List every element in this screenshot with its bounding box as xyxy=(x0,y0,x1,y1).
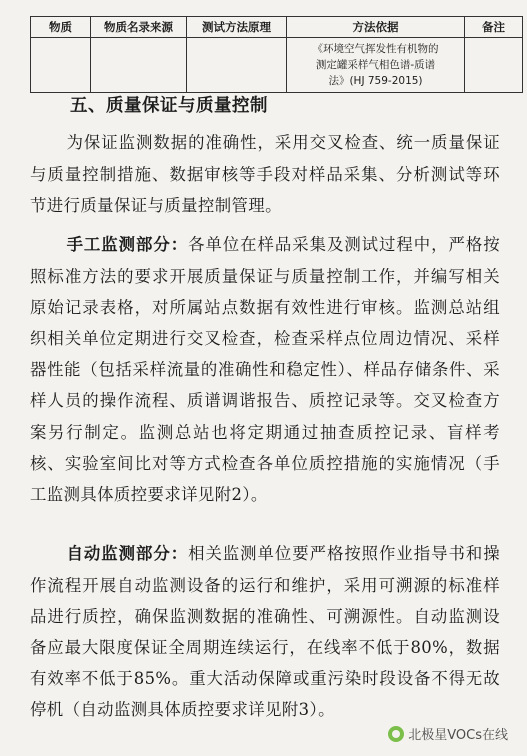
method-line: 《环境空气挥发性有机物的 xyxy=(312,43,439,55)
intro-text: 为保证监测数据的准确性，采用交叉检查、统一质量保证与质量控制措施、数据审核等手段对样品采集、分析测试等环节进行质量保证与质量控制管理。 xyxy=(30,133,500,215)
header-source: 物质名录来源 xyxy=(91,17,187,38)
header-method: 方法依据 xyxy=(287,17,465,38)
cell-note xyxy=(465,38,523,93)
header-principle: 测试方法原理 xyxy=(187,17,287,38)
cell-principle xyxy=(187,38,287,93)
cell-method xyxy=(287,38,465,93)
auto-paragraph xyxy=(30,538,500,725)
section-heading: 五、质量保证与质量控制 xyxy=(70,96,268,116)
intro-paragraph xyxy=(30,127,500,221)
table-row xyxy=(31,38,523,93)
auto-label: 自动监测部分： xyxy=(66,544,189,564)
cell-substance xyxy=(31,38,91,93)
header-substance: 物质 xyxy=(31,17,91,38)
manual-label: 手工监测部分： xyxy=(66,235,189,255)
method-line: 法》(HJ 759-2015) xyxy=(328,75,423,87)
wechat-logo-icon xyxy=(388,726,404,742)
manual-text: 各单位在样品采集及测试过程中，严格按照标准方法的要求开展质量保证与质量控制工作，并编写相关原始记录表格，对所属站点数据有效性进行审核。监测总站组织相关单位定期进行交叉检查，检查采样点位周边情况、采样器性能（包括采样流量的准确性和稳定性）、样品存储条件、采样人员的操作流程、质谱调谐报告、质控记录等。交叉检查方案另行制定。监测总站也将定期通过抽查质控记录、盲样考核、实验室间比对等方式检查各单位质控措施的实施情况（手工监测具体质控要求详见附2）。 xyxy=(30,235,500,505)
header-note: 备注 xyxy=(465,17,523,38)
manual-paragraph xyxy=(30,229,500,510)
cell-source xyxy=(91,38,187,93)
auto-text: 相关监测单位要严格按照作业指导书和操作流程开展自动监测设备的运行和维护，采用可溯源的标准样品进行质控，确保监测数据的准确性、可溯源性。自动监测设备应最大限度保证全周期连续运行，在线率不低于80%，数据有效率不低于85%。重大活动保障或重污染时段设备不得无故停机（自动监测具体质控要求详见附3）。 xyxy=(30,544,500,720)
method-line: 测定罐采样气相色谱-质谱 xyxy=(315,59,436,71)
watermark xyxy=(385,723,511,744)
method-table xyxy=(30,16,523,93)
watermark-text: 北极星VOCs在线 xyxy=(408,728,508,743)
table-header-row xyxy=(31,17,523,38)
